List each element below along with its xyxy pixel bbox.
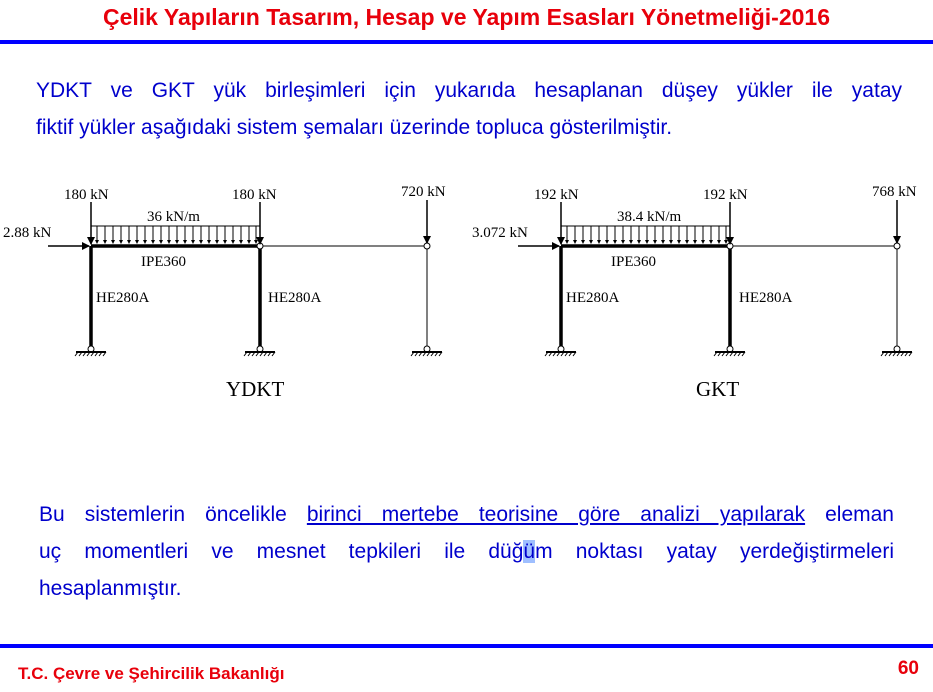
- conclusion-text-1: Bu sistemlerin öncelikle: [39, 503, 307, 526]
- footer-institution: T.C. Çevre ve Şehircilik Bakanlığı: [18, 664, 285, 683]
- gkt-load-col3-label: 768 kN: [872, 184, 917, 200]
- conclusion-underlined: birinci mertebe teorisine göre analizi yapılarak: [306, 503, 806, 526]
- ydkt-caption: YDKT: [226, 377, 285, 401]
- bottom-divider: [0, 644, 933, 648]
- page-title: Çelik Yapıların Tasarım, Hesap ve Yapım Esasları Yönetmeliği-2016: [102, 4, 830, 30]
- gkt-supports: [545, 346, 912, 356]
- ydkt-supports: [75, 346, 442, 356]
- gkt-distributed-load: [561, 226, 730, 244]
- gkt-diagram: [472, 184, 917, 401]
- intro-line-1: YDKT ve GKT yük birleşimleri için yukarıda hesaplanan düşey yükler ile yatay: [36, 79, 902, 102]
- ydkt-distributed-load: [91, 226, 260, 244]
- intro-line-2: fiktif yükler aşağıdaki sistem şemaları üzerinde topluca gösterilmiştir.: [36, 116, 673, 139]
- gkt-hinge-2: [894, 243, 900, 249]
- gkt-caption: GKT: [696, 377, 740, 401]
- conclusion-line-1: [39, 496, 894, 533]
- ydkt-column1-section-label: HE280A: [96, 290, 150, 306]
- text-cursor-highlight: ü: [523, 540, 536, 563]
- ydkt-load-col1-label: 180 kN: [64, 187, 109, 203]
- gkt-column1-section-label: HE280A: [566, 290, 620, 306]
- ydkt-distributed-load-label: 36 kN/m: [147, 209, 200, 225]
- ydkt-diagram: [3, 184, 446, 401]
- conclusion-line-2: [39, 533, 894, 570]
- page-number: 60: [897, 658, 919, 679]
- gkt-load-col2-label: 192 kN: [703, 187, 748, 203]
- gkt-load-col1-label: 192 kN: [534, 187, 579, 203]
- conclusion-paragraph: [39, 496, 894, 607]
- ydkt-column2-section-label: HE280A: [268, 290, 322, 306]
- conclusion-line-3: hesaplanmıştır.: [39, 577, 182, 600]
- gkt-column2-section-label: HE280A: [739, 290, 793, 306]
- conclusion-text-2: eleman: [805, 503, 894, 526]
- ydkt-hinge-2: [424, 243, 430, 249]
- ydkt-load-col3-label: 720 kN: [401, 184, 446, 200]
- gkt-beam-section-label: IPE360: [611, 254, 656, 270]
- ydkt-lateral-load-label: 2.88 kN: [3, 225, 52, 241]
- gkt-lateral-load-label: 3.072 kN: [472, 225, 528, 241]
- conclusion-line-2a: uç momentleri ve mesnet tepkileri ile düğ: [39, 540, 524, 563]
- ydkt-load-col2-label: 180 kN: [232, 187, 277, 203]
- conclusion-line-2b: m noktası yatay yerdeğiştirmeleri: [535, 540, 894, 563]
- gkt-distributed-load-label: 38.4 kN/m: [617, 209, 682, 225]
- ydkt-beam-section-label: IPE360: [141, 254, 186, 270]
